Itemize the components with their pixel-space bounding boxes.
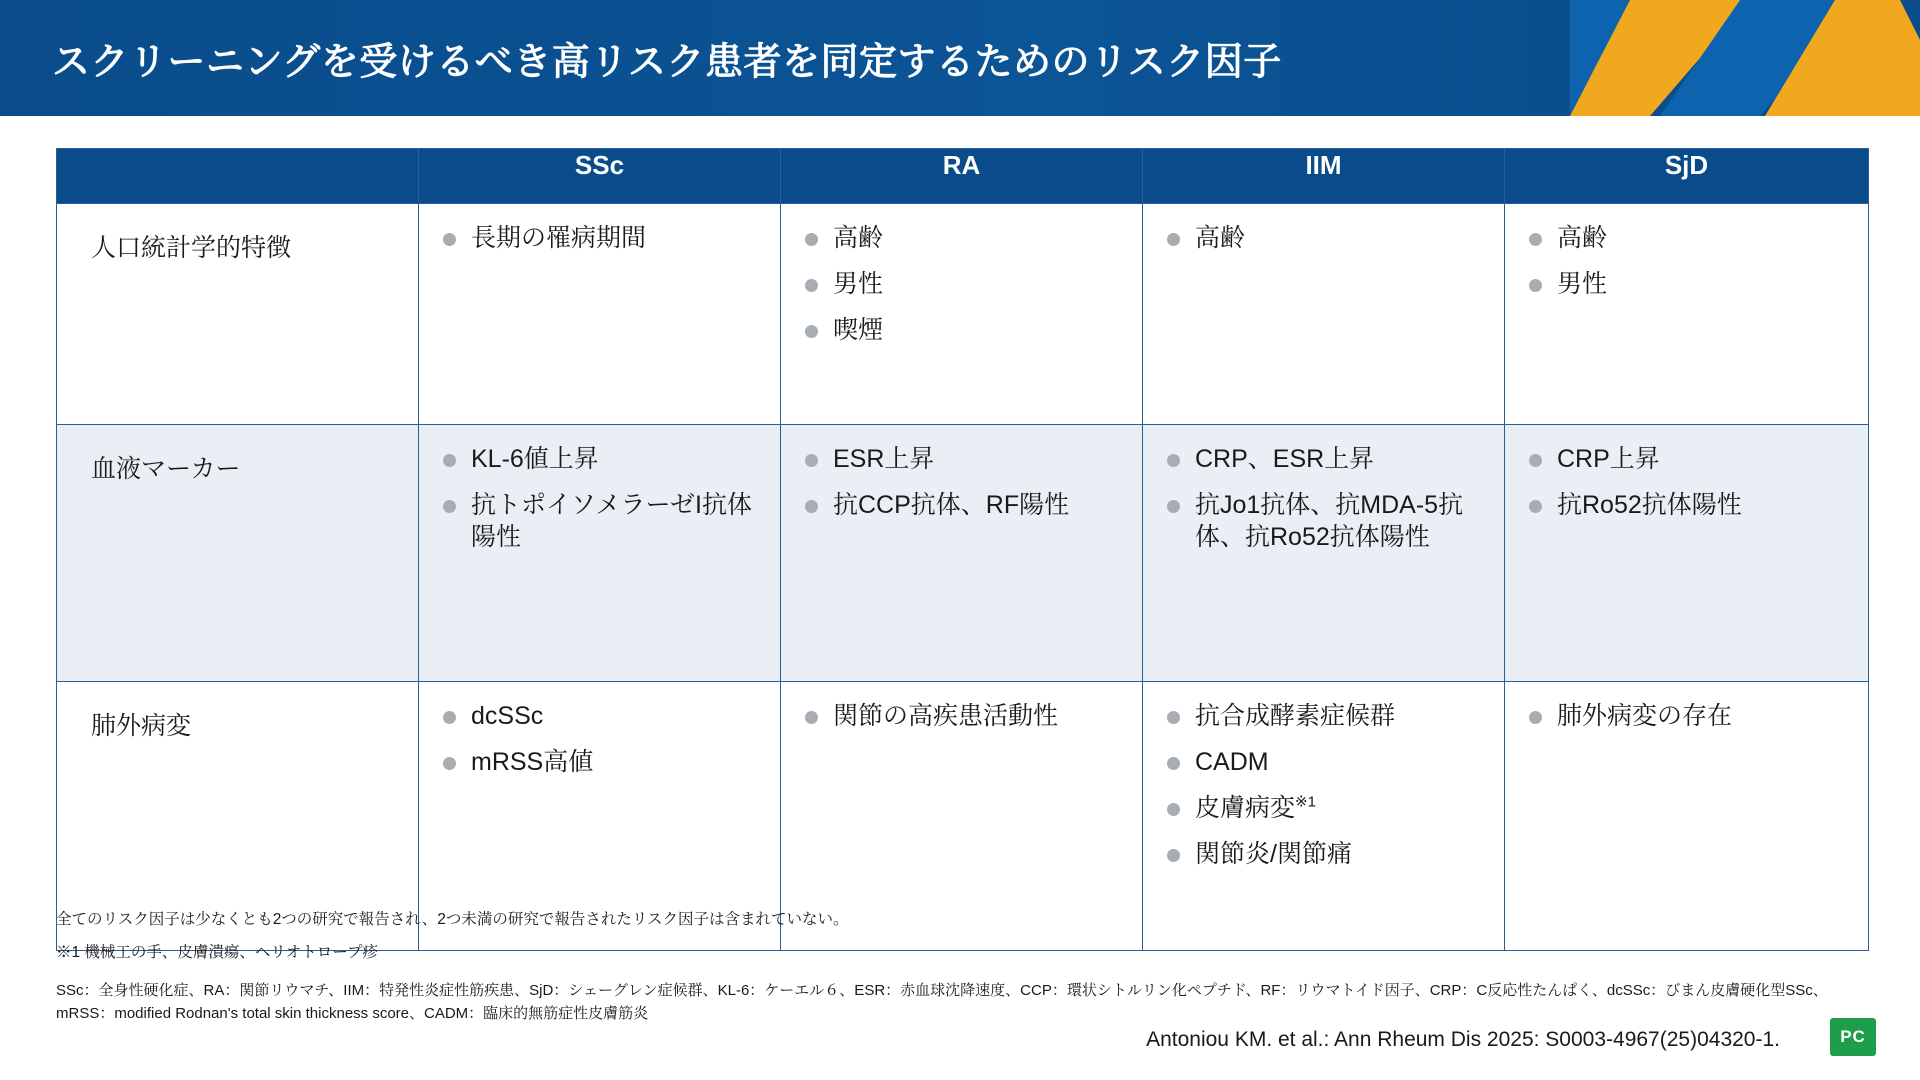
list-item: mRSS高値 — [439, 746, 764, 778]
list-item: CADM — [1163, 746, 1488, 778]
column-header-ra: RA — [781, 149, 1143, 204]
header-decoration — [1570, 0, 1920, 116]
cell-demographics-iim — [1143, 204, 1505, 425]
row-label-extrapulmonary: 肺外病変 — [57, 682, 419, 951]
cell-blood-sjd — [1505, 425, 1869, 682]
bullet-list — [1525, 700, 1852, 732]
list-item: 抗Jo1抗体、抗MDA-5抗体、抗Ro52抗体陽性 — [1163, 489, 1488, 553]
list-item: dcSSc — [439, 700, 764, 732]
list-item: 関節の高疾患活動性 — [801, 700, 1126, 732]
abbreviations-note: SSc：全身性硬化症、RA：関節リウマチ、IIM：特発性炎症性筋疾患、SjD：シェーグレン症候群、KL-6：ケーエル６、ESR：赤血球沈降速度、CCP：環状シトルリン化ペプチド、RF：リウマトイド因子、CRP：C反応性たんぱく、dcSSc：びまん皮膚硬化型SSc、mRSS：modified Rodnan's total skin thickness score、CADM：臨床的無筋症性皮膚筋炎 — [56, 981, 1828, 1022]
cell-blood-iim — [1143, 425, 1505, 682]
list-item: 肺外病変の存在 — [1525, 700, 1852, 732]
footnote-marker: ※1 — [1295, 793, 1316, 811]
list-item: 抗Ro52抗体陽性 — [1525, 489, 1852, 521]
footnote-marked-1: ※1 機械工の手、皮膚潰瘍、ヘリオトロープ疹 — [56, 944, 378, 962]
cell-demographics-sjd — [1505, 204, 1869, 425]
bullet-list — [439, 700, 764, 778]
list-item: 長期の罹病期間 — [439, 222, 764, 254]
bullet-list — [1525, 222, 1852, 300]
list-item: 抗トポイソメラーゼI抗体陽性 — [439, 489, 764, 553]
list-item: 抗合成酵素症候群 — [1163, 700, 1488, 732]
list-item: CRP、ESR上昇 — [1163, 443, 1488, 475]
bullet-list — [439, 443, 764, 553]
cell-demographics-ra — [781, 204, 1143, 425]
bullet-list — [1163, 443, 1488, 553]
list-item: 高齢 — [801, 222, 1126, 254]
list-item: 喫煙 — [801, 314, 1126, 346]
bullet-list — [801, 700, 1126, 732]
bullet-list — [1163, 700, 1488, 870]
bullet-list — [801, 222, 1126, 346]
citation-text: Antoniou KM. et al.: Ann Rheum Dis 2025: S0003-4967(25)04320-1. — [1146, 1028, 1780, 1051]
bullet-list — [439, 222, 764, 254]
list-item: 関節炎/関節痛 — [1163, 838, 1488, 870]
cell-blood-ssc — [419, 425, 781, 682]
row-label-blood-markers: 血液マーカー — [57, 425, 419, 682]
row-label-demographics: 人口統計学的特徴 — [57, 204, 419, 425]
bullet-list — [1163, 222, 1488, 254]
cell-blood-ra — [781, 425, 1143, 682]
bullet-list — [801, 443, 1126, 521]
table-header-row — [57, 149, 1869, 204]
list-item: 高齢 — [1525, 222, 1852, 254]
column-header-sjd: SjD — [1505, 149, 1869, 204]
list-item: 男性 — [1525, 268, 1852, 300]
table-row — [57, 204, 1869, 425]
list-item: CRP上昇 — [1525, 443, 1852, 475]
list-item: 男性 — [801, 268, 1126, 300]
list-item: 高齢 — [1163, 222, 1488, 254]
page-title: スクリーニングを受けるべき高リスク患者を同定するためのリスク因子 — [52, 41, 1282, 84]
cell-demographics-ssc — [419, 204, 781, 425]
table-corner-cell — [57, 149, 419, 204]
risk-factor-table-wrapper — [56, 148, 1868, 951]
footnotes — [56, 908, 1876, 1025]
list-item: 皮膚病変$^{※1}$ — [1163, 792, 1488, 824]
list-item: 抗CCP抗体、RF陽性 — [801, 489, 1126, 521]
publisher-logo: PC — [1830, 1018, 1876, 1056]
table-row — [57, 425, 1869, 682]
slide-header — [0, 0, 1920, 116]
risk-factor-table — [56, 148, 1869, 951]
column-header-ssc: SSc — [419, 149, 781, 204]
bullet-list — [1525, 443, 1852, 521]
footnote-general: 全てのリスク因子は少なくとも2つの研究で報告され、2つ未満の研究で報告されたリスク因子は含まれていない。 — [56, 911, 849, 928]
list-item: KL-6値上昇 — [439, 443, 764, 475]
list-item: ESR上昇 — [801, 443, 1126, 475]
column-header-iim: IIM — [1143, 149, 1505, 204]
